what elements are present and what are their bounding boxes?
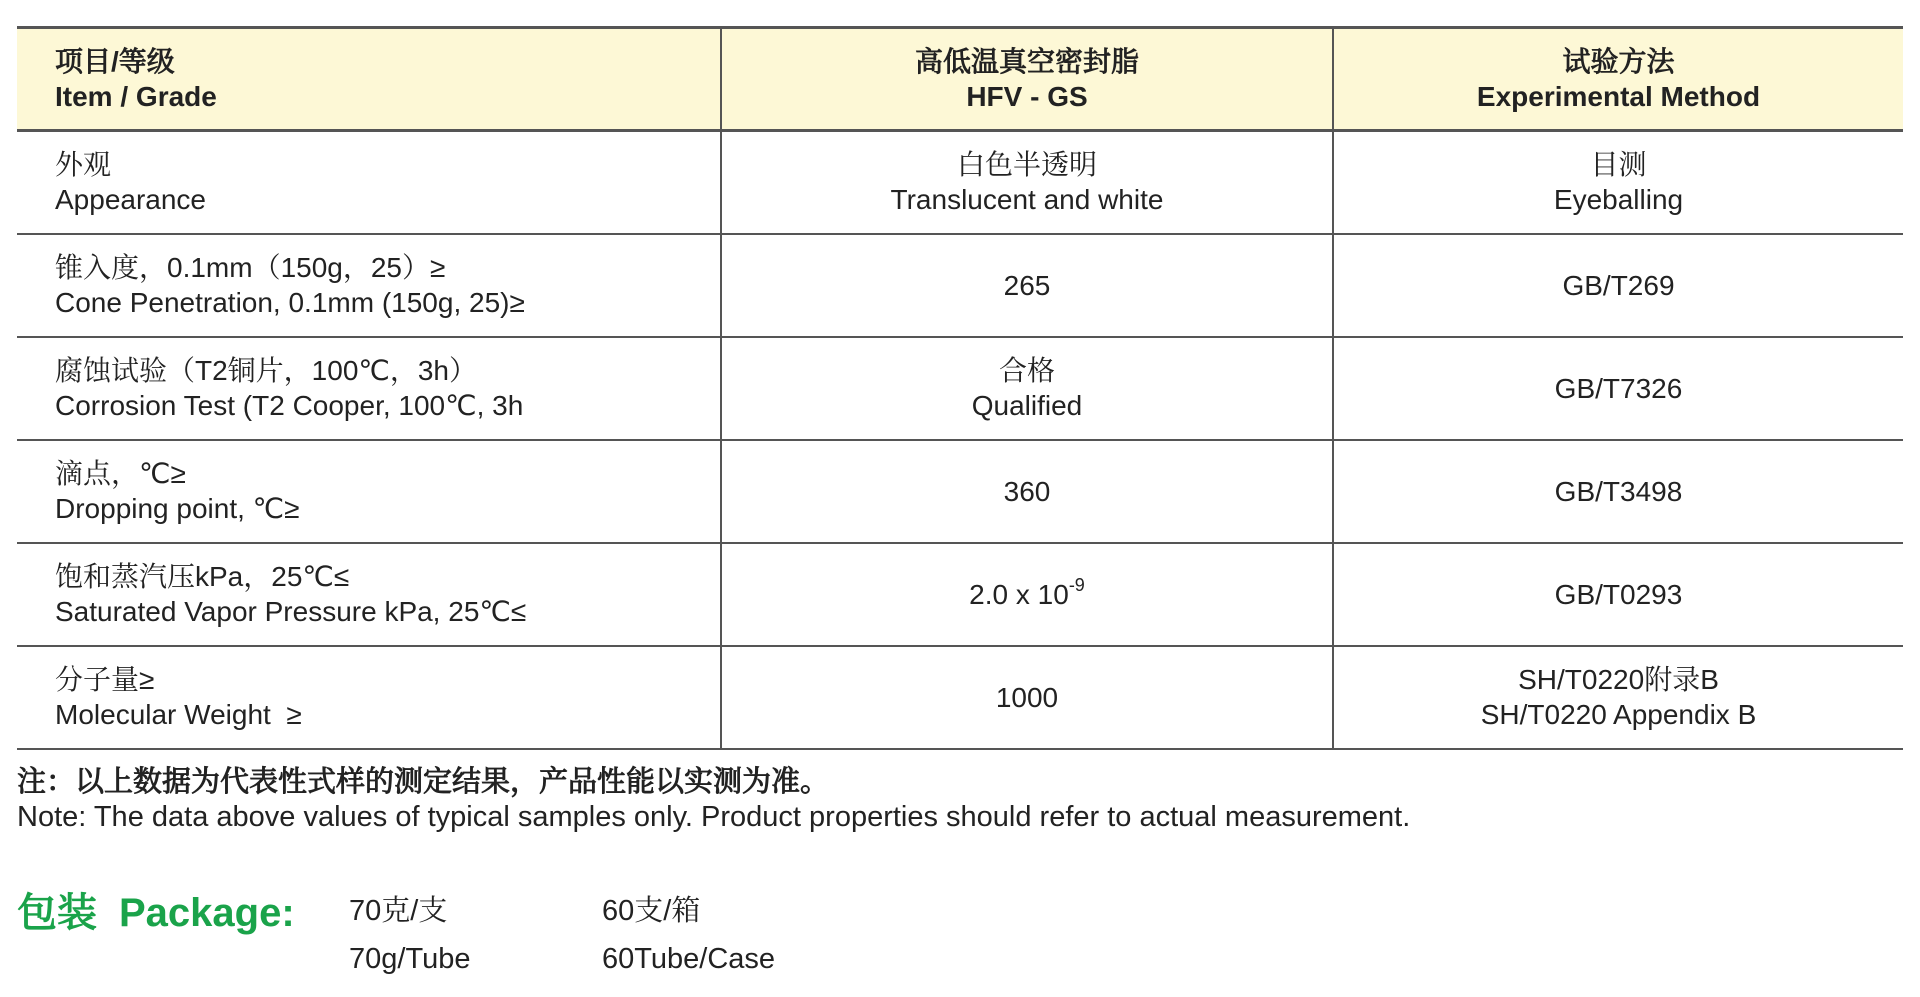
header-method-cn: 试验方法	[1562, 46, 1675, 77]
row-method: GB/T7326	[1333, 337, 1903, 440]
row-value-en: Qualified	[971, 390, 1083, 421]
row-value	[721, 543, 1333, 646]
row-item-en: Corrosion Test (T2 Cooper, 100℃, 3h	[55, 390, 524, 421]
row-method-cn: 目测	[1590, 149, 1647, 181]
row-method: GB/T0293	[1333, 543, 1903, 646]
row-item-cn: 锥入度，0.1mm（150g，25）≥	[55, 252, 446, 283]
table-row	[17, 337, 1903, 440]
header-method	[1333, 28, 1903, 131]
row-item	[17, 131, 721, 234]
header-product-cn: 高低温真空密封脂	[914, 46, 1139, 77]
table-row	[17, 234, 1903, 337]
package-label-cn: 包装	[17, 891, 97, 935]
row-item-cn: 腐蚀试验（T2铜片，100℃，3h）	[55, 355, 477, 386]
footnote	[17, 765, 1410, 835]
package-section	[17, 888, 917, 988]
row-value: 1000	[721, 646, 1333, 749]
value-base: 2.0 x 10	[969, 578, 1069, 610]
table-row	[17, 543, 1903, 646]
spec-table	[17, 26, 1903, 750]
row-method	[1333, 131, 1903, 234]
package-count-cn: 60支/箱	[602, 895, 701, 927]
row-item	[17, 337, 721, 440]
row-method-cn: SH/T0220附录B	[1518, 664, 1719, 695]
row-item-cn: 滴点，℃≥	[55, 458, 186, 489]
row-value-cn: 合格	[998, 355, 1055, 386]
row-item-cn: 外观	[55, 149, 112, 181]
row-value-cn: 白色半透明	[956, 149, 1097, 181]
value-exponent: -9	[1068, 575, 1085, 596]
footnote-cn: 注：以上数据为代表性式样的测定结果，产品性能以实测为准。	[17, 766, 830, 798]
row-method-en: Eyeballing	[1553, 184, 1684, 216]
row-item-en: Appearance	[55, 184, 207, 216]
package-label	[17, 888, 295, 938]
row-item-cn: 分子量≥	[55, 664, 155, 695]
table-row	[17, 646, 1903, 749]
header-method-en: Experimental Method	[1476, 81, 1761, 112]
header-product	[721, 28, 1333, 131]
row-item	[17, 440, 721, 543]
row-method: GB/T3498	[1333, 440, 1903, 543]
package-weight-en: 70g/Tube	[349, 943, 471, 975]
row-item	[17, 543, 721, 646]
row-item	[17, 646, 721, 749]
row-item-cn: 饱和蒸汽压kPa，25℃≤	[55, 561, 350, 592]
table-row	[17, 440, 1903, 543]
package-weight-cn: 70克/支	[349, 895, 448, 927]
header-product-en: HFV - GS	[966, 81, 1088, 112]
header-item-grade	[17, 28, 721, 131]
table-row	[17, 131, 1903, 234]
row-value	[721, 131, 1333, 234]
package-label-en: Package:	[119, 891, 295, 935]
row-item	[17, 234, 721, 337]
row-item-en: Molecular Weight ≥	[55, 699, 302, 730]
header-item-en: Item / Grade	[55, 81, 217, 112]
footnote-en: Note: The data above values of typical samples only. Product properties should refer to actual measurement.	[17, 801, 1411, 833]
row-value: 265	[721, 234, 1333, 337]
header-item-cn: 项目/等级	[55, 46, 175, 77]
package-count-en: 60Tube/Case	[602, 943, 776, 975]
table-header-row	[17, 28, 1903, 131]
row-item-en: Cone Penetration, 0.1mm (150g, 25)≥	[55, 287, 525, 318]
row-value: 360	[721, 440, 1333, 543]
row-item-en: Dropping point, ℃≥	[55, 493, 300, 524]
row-item-en: Saturated Vapor Pressure kPa, 25℃≤	[55, 596, 527, 627]
row-value-en: Translucent and white	[890, 184, 1164, 216]
row-method-en: SH/T0220 Appendix B	[1480, 699, 1757, 730]
row-method: GB/T269	[1333, 234, 1903, 337]
row-value	[721, 337, 1333, 440]
row-method	[1333, 646, 1903, 749]
